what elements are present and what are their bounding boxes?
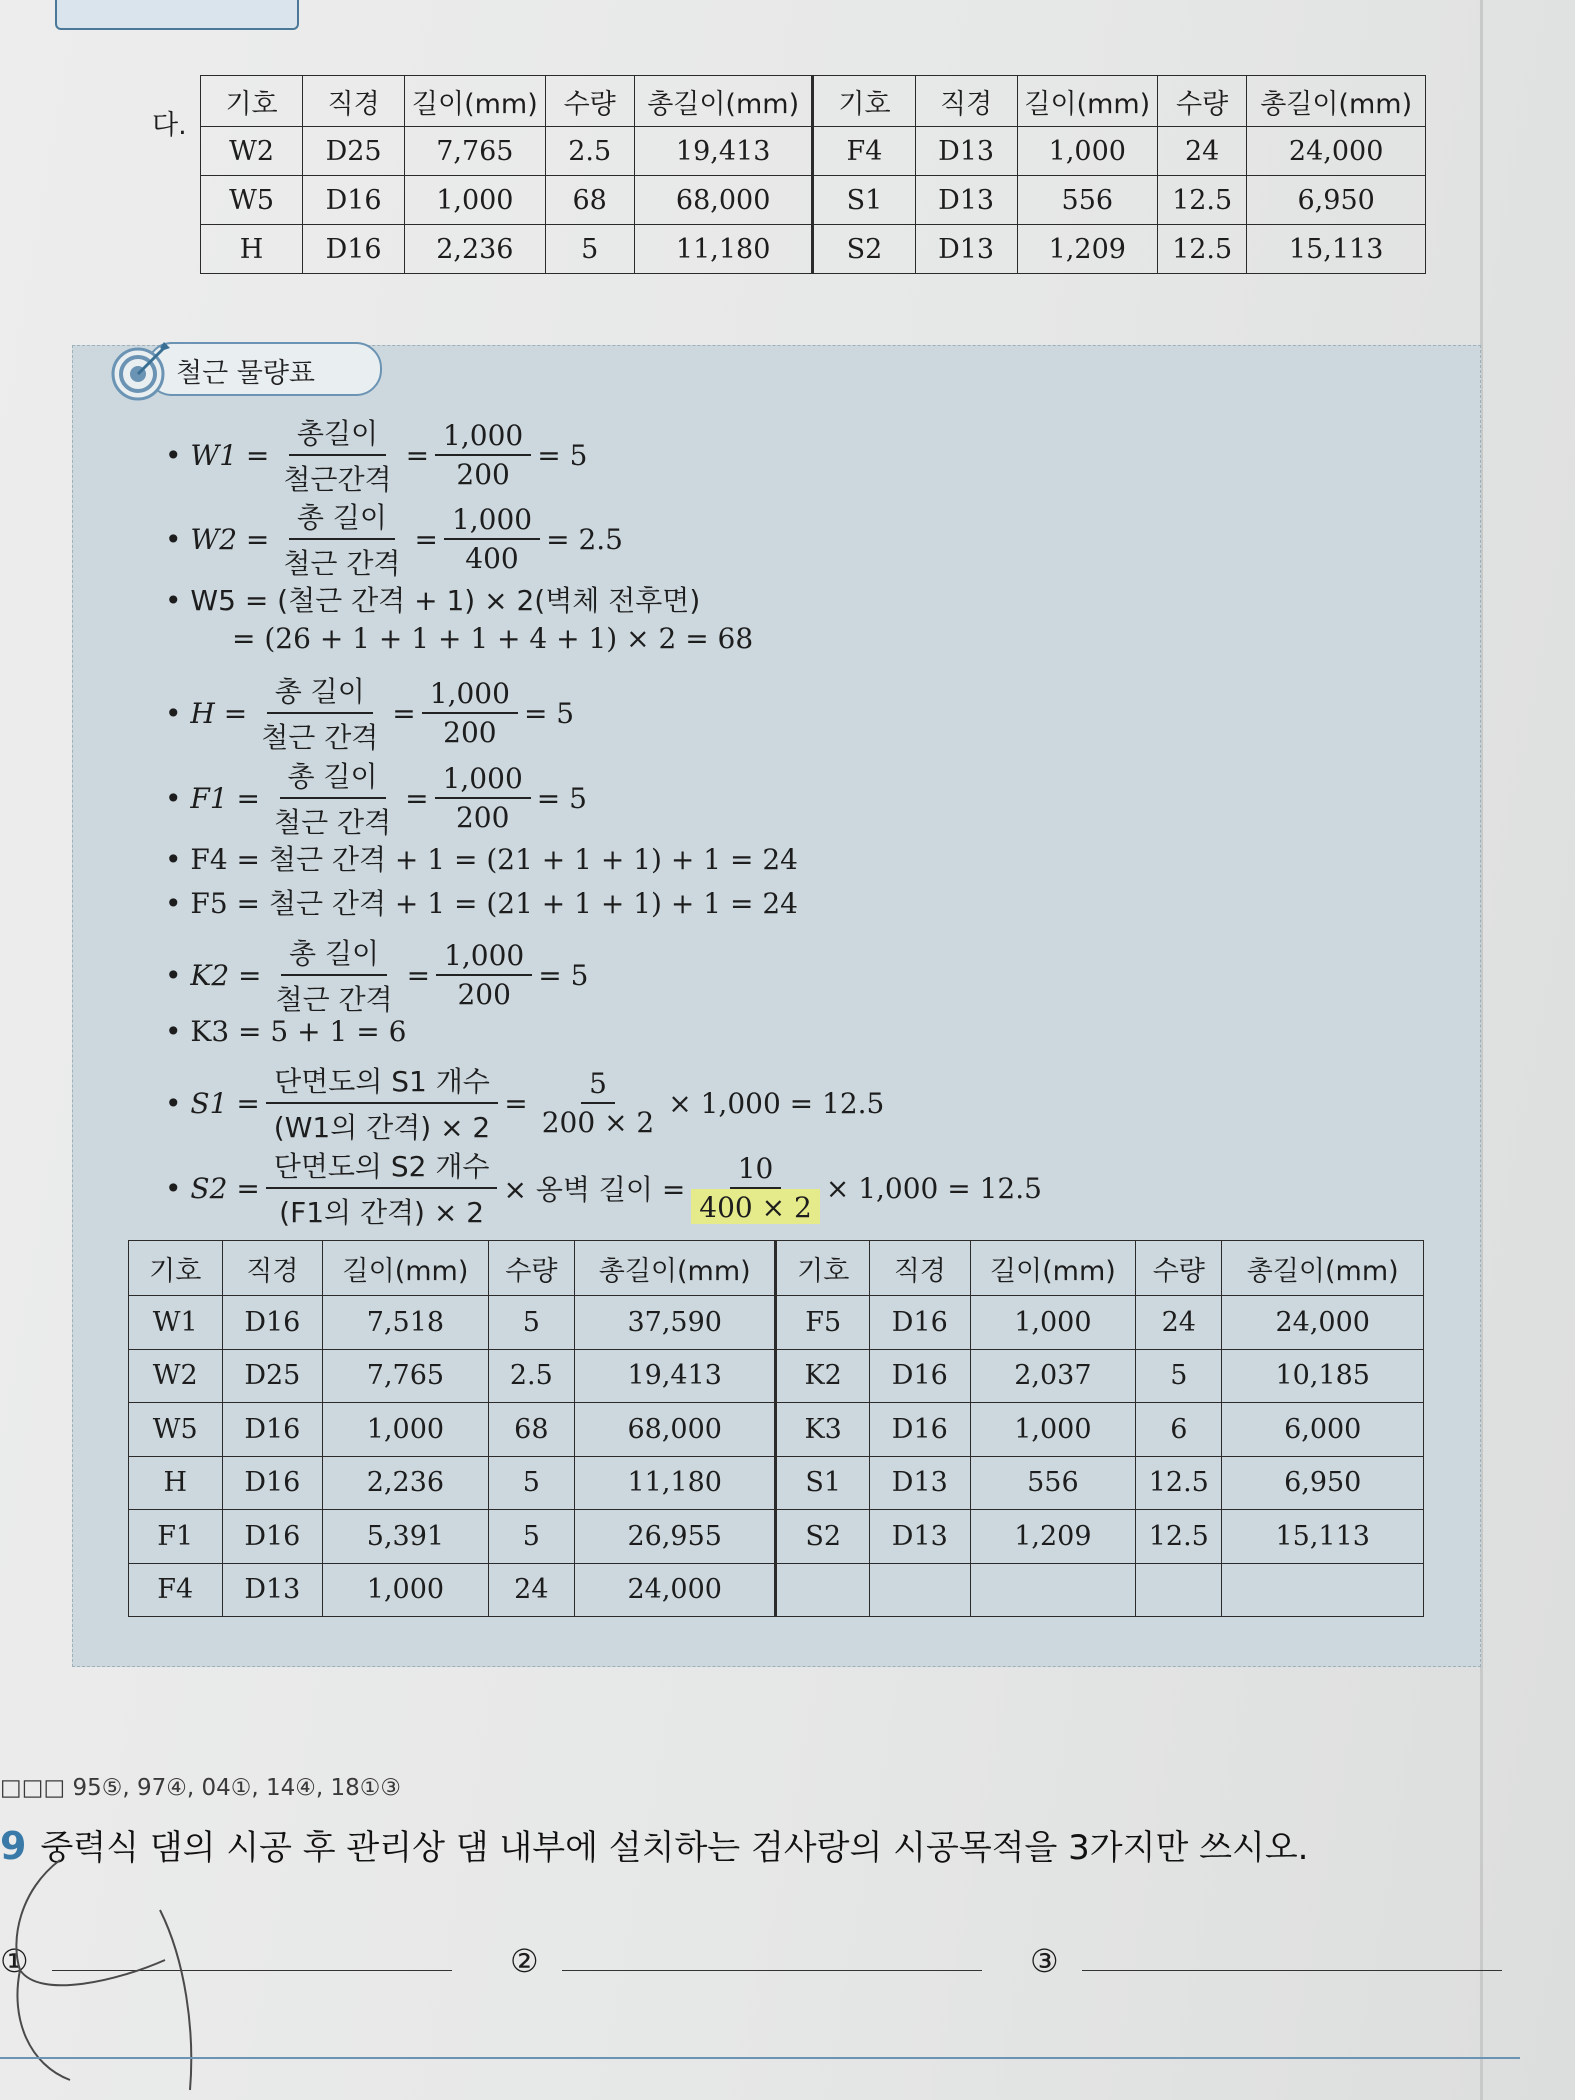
table-cell: 68,000 <box>634 176 813 225</box>
fraction <box>253 670 386 756</box>
formula-result: = 5 <box>523 696 575 730</box>
table-cell: D13 <box>222 1563 323 1617</box>
highlighted-denominator: 400 × 2 <box>691 1189 820 1224</box>
table-cell: D25 <box>303 127 405 176</box>
answer-marker: ② <box>510 1942 539 1980</box>
table-cell: 12.5 <box>1136 1510 1222 1564</box>
formula-result: = 2.5 <box>546 522 623 556</box>
table-cell: D16 <box>869 1349 970 1403</box>
denominator: 철근 간격 <box>274 806 392 839</box>
table-cell: 7,518 <box>323 1296 488 1350</box>
column-header: 직경 <box>222 1241 323 1296</box>
rebar-table-top <box>200 75 1426 274</box>
panel-title-text: 철근 물량표 <box>176 358 315 389</box>
table-row <box>129 1510 1424 1564</box>
table-cell: W5 <box>129 1403 223 1457</box>
column-header: 직경 <box>915 76 1017 127</box>
table-cell: S1 <box>776 1456 870 1510</box>
fraction <box>422 677 518 749</box>
table-cell: 2.5 <box>545 127 634 176</box>
answer-marker: ① <box>0 1942 29 1980</box>
formula-result: = 5 <box>538 958 589 992</box>
table-cell: 12.5 <box>1157 176 1246 225</box>
table-cell: D13 <box>869 1456 970 1510</box>
table-cell: 1,209 <box>1017 225 1157 274</box>
table-cell: S2 <box>813 225 915 274</box>
column-header: 직경 <box>869 1241 970 1296</box>
formula-k3: • K3 = 5 + 1 = 6 <box>165 1015 407 1048</box>
formula-lhs: • H = <box>165 696 248 730</box>
formula-s2 <box>165 1145 1042 1231</box>
fraction <box>266 1060 498 1146</box>
table-cell: D16 <box>869 1296 970 1350</box>
table-cell: 7,765 <box>323 1349 488 1403</box>
column-header: 총길이(mm) <box>634 76 813 127</box>
denominator: 200 × 2 <box>541 1106 655 1139</box>
bottom-rule <box>0 2057 1520 2059</box>
denominator: 철근 간격 <box>275 983 393 1016</box>
table-cell: 6 <box>1136 1403 1222 1457</box>
column-header: 기호 <box>776 1241 870 1296</box>
table-cell: 7,765 <box>405 127 545 176</box>
table-cell: 556 <box>970 1456 1135 1510</box>
table-cell: 24,000 <box>1222 1296 1424 1350</box>
table-cell: D16 <box>222 1296 323 1350</box>
table-cell: 5,391 <box>323 1510 488 1564</box>
table-cell: F4 <box>129 1563 223 1617</box>
question-text: 중력식 댐의 시공 후 관리상 댐 내부에 설치하는 검사랑의 시공목적을 3가지만 쓰시오. <box>40 1828 1309 1868</box>
table-cell: F1 <box>129 1510 223 1564</box>
table-cell: W2 <box>129 1349 223 1403</box>
section-label: 다. <box>152 110 187 141</box>
formula-f5: • F5 = 철근 간격 + 1 = (21 + 1 + 1) + 1 = 24 <box>165 887 798 920</box>
table-cell: D13 <box>915 225 1017 274</box>
table-cell <box>1222 1563 1424 1617</box>
formula-w1 <box>165 412 587 498</box>
table-cell: 6,950 <box>1247 176 1426 225</box>
table-cell: S1 <box>813 176 915 225</box>
formula-lhs: • K2 = <box>165 958 262 992</box>
equals: = <box>406 958 431 992</box>
column-header: 수량 <box>1157 76 1246 127</box>
numerator: 1,000 <box>435 419 531 456</box>
formula-result: = 5 <box>537 438 588 472</box>
column-header: 기호 <box>813 76 915 127</box>
formula-result: = 5 <box>536 781 587 815</box>
column-header: 총길이(mm) <box>1222 1241 1424 1296</box>
table-cell: D13 <box>915 127 1017 176</box>
table-cell: D25 <box>222 1349 323 1403</box>
table-cell: 556 <box>1017 176 1157 225</box>
table-cell: D16 <box>222 1456 323 1510</box>
numerator: 총길이 <box>289 412 386 456</box>
table-cell: 26,955 <box>575 1510 776 1564</box>
table-cell: 5 <box>545 225 634 274</box>
table-cell: F5 <box>776 1296 870 1350</box>
fraction <box>534 1067 663 1139</box>
formula-result: × 1,000 = 12.5 <box>825 1171 1042 1205</box>
numerator: 1,000 <box>422 677 518 714</box>
table-cell: 12.5 <box>1136 1456 1222 1510</box>
table-row <box>201 176 1426 225</box>
table-cell: 11,180 <box>634 225 813 274</box>
table-cell: 6,950 <box>1222 1456 1424 1510</box>
table-cell <box>776 1563 870 1617</box>
table-row <box>201 127 1426 176</box>
column-header: 직경 <box>303 76 405 127</box>
numerator: 총 길이 <box>281 932 387 976</box>
table-cell: 2,236 <box>405 225 545 274</box>
table-cell: 1,209 <box>970 1510 1135 1564</box>
table-cell: H <box>129 1456 223 1510</box>
answer-marker: ③ <box>1030 1942 1059 1980</box>
table-cell <box>970 1563 1135 1617</box>
table-cell: 1,000 <box>970 1296 1135 1350</box>
formula-w5-line2: = (26 + 1 + 1 + 1 + 4 + 1) × 2 = 68 <box>232 622 754 655</box>
answer-blank[interactable] <box>562 1970 982 1971</box>
formula-w2 <box>165 496 623 582</box>
table-cell: 68,000 <box>575 1403 776 1457</box>
table-cell: D16 <box>222 1403 323 1457</box>
table-cell: 19,413 <box>634 127 813 176</box>
column-header: 길이(mm) <box>323 1241 488 1296</box>
table-cell: 24 <box>1136 1296 1222 1350</box>
table-cell: 5 <box>488 1456 574 1510</box>
formula-result: × 1,000 = 12.5 <box>668 1086 885 1120</box>
table-cell: 19,413 <box>575 1349 776 1403</box>
table-cell: W2 <box>201 127 303 176</box>
numerator: 총 길이 <box>289 496 395 540</box>
answer-slot-3[interactable] <box>1030 1942 1059 1980</box>
denominator: (F1의 간격) × 2 <box>279 1196 485 1229</box>
table-cell: 11,180 <box>575 1456 776 1510</box>
table-row <box>129 1403 1424 1457</box>
table-header-row <box>201 76 1426 127</box>
table-cell: K2 <box>776 1349 870 1403</box>
table-cell: 15,113 <box>1222 1510 1424 1564</box>
numerator: 총 길이 <box>280 755 386 799</box>
panel-title <box>108 338 388 400</box>
denominator: 200 <box>457 978 511 1011</box>
table-cell <box>1136 1563 1222 1617</box>
formula-lhs: • S1 = <box>165 1086 260 1120</box>
table-cell: 1,000 <box>405 176 545 225</box>
fraction <box>266 755 399 841</box>
table-cell: D13 <box>869 1510 970 1564</box>
denominator: 철근 간격 <box>261 721 379 754</box>
table-cell: 2,236 <box>323 1456 488 1510</box>
formula-f4: • F4 = 철근 간격 + 1 = (21 + 1 + 1) + 1 = 24 <box>165 843 798 876</box>
exam-references: □□□ 95⑤, 97④, 04①, 14④, 18①③ <box>0 1775 402 1801</box>
table-cell <box>869 1563 970 1617</box>
table-row <box>129 1563 1424 1617</box>
equals: = <box>504 1086 528 1120</box>
denominator: 철근간격 <box>283 463 392 496</box>
column-header: 기호 <box>201 76 303 127</box>
table-cell: 2,037 <box>970 1349 1135 1403</box>
table-cell: W1 <box>129 1296 223 1350</box>
denominator: 200 <box>455 801 510 834</box>
formula-f1 <box>165 755 587 841</box>
table-cell: 6,000 <box>1222 1403 1424 1457</box>
table-cell: 37,590 <box>575 1296 776 1350</box>
table-cell: D16 <box>303 225 405 274</box>
table-cell: 1,000 <box>323 1563 488 1617</box>
answer-slot-2[interactable] <box>510 1942 539 1980</box>
answer-blank[interactable] <box>1082 1970 1502 1971</box>
table-cell: D16 <box>303 176 405 225</box>
rebar-table-bottom <box>128 1240 1424 1617</box>
column-header: 기호 <box>129 1241 223 1296</box>
table-cell: 12.5 <box>1157 225 1246 274</box>
table-cell: K3 <box>776 1403 870 1457</box>
formula-lhs: • W2 = <box>165 522 270 556</box>
table-row <box>201 225 1426 274</box>
table-row <box>129 1296 1424 1350</box>
formula-mid: × 옹벽 길이 = <box>503 1173 686 1206</box>
numerator: 10 <box>730 1152 782 1189</box>
table-header-row <box>129 1241 1424 1296</box>
numerator: 5 <box>581 1067 615 1104</box>
equals: = <box>405 781 429 815</box>
table-cell: 24,000 <box>575 1563 776 1617</box>
table-cell: 15,113 <box>1247 225 1426 274</box>
fraction <box>275 496 408 582</box>
equals: = <box>405 438 430 472</box>
formula-lhs: • S2 = <box>165 1171 260 1205</box>
fraction <box>436 939 532 1011</box>
column-header: 수량 <box>1136 1241 1222 1296</box>
fraction <box>691 1152 820 1224</box>
column-header: 길이(mm) <box>970 1241 1135 1296</box>
denominator: 400 <box>465 542 519 575</box>
denominator: 200 <box>443 716 497 749</box>
equals: = <box>414 522 438 556</box>
table-cell: 1,000 <box>323 1403 488 1457</box>
fraction <box>275 412 399 498</box>
numerator: 1,000 <box>435 762 531 799</box>
column-header: 수량 <box>488 1241 574 1296</box>
table-cell: 1,000 <box>1017 127 1157 176</box>
table-cell: D13 <box>915 176 1017 225</box>
table-cell: 1,000 <box>970 1403 1135 1457</box>
table-cell: W5 <box>201 176 303 225</box>
table-cell: F4 <box>813 127 915 176</box>
formula-w5-line1: • W5 = (철근 간격 + 1) × 2(벽체 전후면) <box>165 584 701 617</box>
question-number: 9 <box>0 1824 27 1868</box>
table-cell: 5 <box>1136 1349 1222 1403</box>
table-row <box>129 1349 1424 1403</box>
fraction <box>435 419 531 491</box>
formula-lhs: • W1 = <box>165 438 270 472</box>
table-cell: D16 <box>222 1510 323 1564</box>
fraction <box>444 503 540 575</box>
table-cell: H <box>201 225 303 274</box>
table-cell: 68 <box>545 176 634 225</box>
formula-lhs: • F1 = <box>165 781 261 815</box>
formula-s1 <box>165 1060 884 1146</box>
target-icon <box>108 338 172 402</box>
table-cell: 68 <box>488 1403 574 1457</box>
denominator: (W1의 간격) × 2 <box>273 1111 491 1144</box>
table-cell: 5 <box>488 1510 574 1564</box>
column-header: 길이(mm) <box>1017 76 1157 127</box>
table-cell: 24 <box>1157 127 1246 176</box>
column-header: 총길이(mm) <box>1247 76 1426 127</box>
numerator: 단면도의 S1 개수 <box>266 1060 498 1104</box>
table-cell: 10,185 <box>1222 1349 1424 1403</box>
denominator: 철근 간격 <box>283 547 401 580</box>
numerator: 1,000 <box>436 939 532 976</box>
numerator: 1,000 <box>444 503 540 540</box>
fraction <box>435 762 531 834</box>
fraction <box>266 1145 498 1231</box>
equals: = <box>392 696 416 730</box>
pencil-scribble <box>0 1850 220 2100</box>
formula-h <box>165 670 574 756</box>
column-header: 수량 <box>545 76 634 127</box>
chapter-header-tab <box>55 0 299 30</box>
denominator: 200 <box>456 458 510 491</box>
numerator: 단면도의 S2 개수 <box>266 1145 498 1189</box>
table-cell: S2 <box>776 1510 870 1564</box>
table-cell: 24 <box>488 1563 574 1617</box>
table-row <box>129 1456 1424 1510</box>
table-cell: 2.5 <box>488 1349 574 1403</box>
column-header: 길이(mm) <box>405 76 545 127</box>
formula-k2 <box>165 932 588 1018</box>
table-cell: D16 <box>869 1403 970 1457</box>
fraction <box>268 932 401 1018</box>
column-header: 총길이(mm) <box>575 1241 776 1296</box>
table-cell: 5 <box>488 1296 574 1350</box>
numerator: 총 길이 <box>267 670 373 714</box>
table-cell: 24,000 <box>1247 127 1426 176</box>
